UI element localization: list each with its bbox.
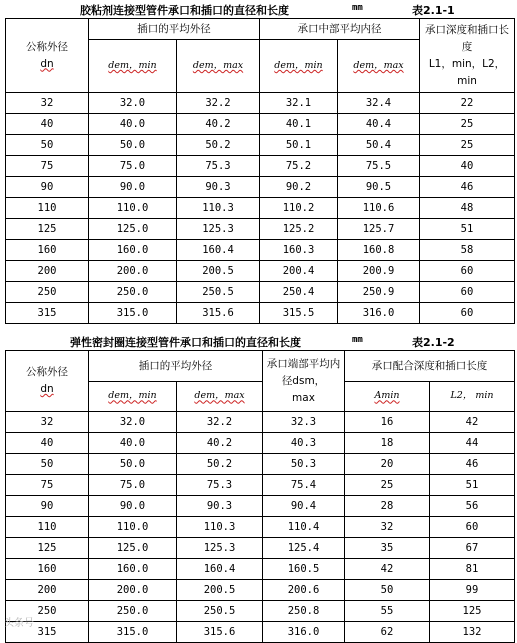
table-row bbox=[6, 303, 515, 324]
table2-sub-amin: Amin bbox=[345, 381, 430, 412]
table-cell: 40.0 bbox=[89, 114, 177, 135]
table-cell: 125.3 bbox=[177, 219, 260, 240]
table-cell: 160 bbox=[6, 240, 89, 261]
table2-header-nominal: 公称外径 dn bbox=[6, 351, 89, 412]
table-cell: 315.6 bbox=[177, 622, 263, 643]
table-cell: 60 bbox=[420, 261, 515, 282]
table-cell: 67 bbox=[430, 538, 515, 559]
table-row bbox=[6, 517, 515, 538]
table-cell: 160 bbox=[6, 559, 89, 580]
table-cell: 81 bbox=[430, 559, 515, 580]
table1-header-nominal: 公称外径 dn bbox=[6, 19, 89, 93]
table-cell: 160.8 bbox=[338, 240, 420, 261]
table-cell: 32 bbox=[6, 93, 89, 114]
table2-header-socket-end: 承口端部平均内径dsm， max bbox=[263, 351, 345, 412]
table-cell: 315.6 bbox=[177, 303, 260, 324]
table-cell: 125 bbox=[6, 219, 89, 240]
table-cell: 50.2 bbox=[177, 454, 263, 475]
table2-sub-spigot-max: dem，max bbox=[177, 381, 263, 412]
table-cell: 315 bbox=[6, 622, 89, 643]
watermark: 头条号 bbox=[4, 618, 34, 629]
table-cell: 50 bbox=[6, 135, 89, 156]
table-cell: 200.5 bbox=[177, 580, 263, 601]
table-cell: 50.2 bbox=[177, 135, 260, 156]
table-row bbox=[6, 219, 515, 240]
table-cell: 125.3 bbox=[177, 538, 263, 559]
table-cell: 51 bbox=[420, 219, 515, 240]
table-cell: 75.4 bbox=[263, 475, 345, 496]
table-cell: 60 bbox=[420, 303, 515, 324]
table-row bbox=[6, 135, 515, 156]
table-cell: 160.5 bbox=[263, 559, 345, 580]
table-cell: 160.4 bbox=[177, 240, 260, 261]
table-cell: 75.2 bbox=[260, 156, 338, 177]
table-cell: 75 bbox=[6, 156, 89, 177]
table2-sub-l2: L2， min bbox=[430, 381, 515, 412]
table2-header-fit: 承口配合深度和插口长度 bbox=[345, 351, 515, 382]
table-cell: 110 bbox=[6, 517, 89, 538]
table-cell: 50 bbox=[6, 454, 89, 475]
table-cell: 110.4 bbox=[263, 517, 345, 538]
table-cell: 40.0 bbox=[89, 433, 177, 454]
table-cell: 60 bbox=[420, 282, 515, 303]
table-cell: 110.2 bbox=[260, 198, 338, 219]
table-cell: 200.5 bbox=[177, 261, 260, 282]
table-cell: 32.0 bbox=[89, 93, 177, 114]
table-cell: 32.2 bbox=[177, 412, 263, 433]
table2 bbox=[5, 350, 515, 643]
table-cell: 28 bbox=[345, 496, 430, 517]
table1-header-socket-mid: 承口中部平均内径 bbox=[260, 19, 420, 40]
table-cell: 250.4 bbox=[260, 282, 338, 303]
table-cell: 90.0 bbox=[89, 177, 177, 198]
table-cell: 62 bbox=[345, 622, 430, 643]
table1-sub-socket-max: dem，max bbox=[338, 40, 420, 93]
table1-title-line bbox=[0, 2, 517, 18]
table-cell: 46 bbox=[420, 177, 515, 198]
table-row bbox=[6, 580, 515, 601]
table-cell: 48 bbox=[420, 198, 515, 219]
table-cell: 50.0 bbox=[89, 454, 177, 475]
table-cell: 25 bbox=[420, 114, 515, 135]
table-cell: 42 bbox=[430, 412, 515, 433]
table-cell: 250.9 bbox=[338, 282, 420, 303]
table-cell: 160.3 bbox=[260, 240, 338, 261]
table-cell: 90 bbox=[6, 496, 89, 517]
table-cell: 125 bbox=[6, 538, 89, 559]
table-cell: 200.9 bbox=[338, 261, 420, 282]
table-cell: 250.0 bbox=[89, 282, 177, 303]
table-cell: 32 bbox=[6, 412, 89, 433]
table-cell: 75 bbox=[6, 475, 89, 496]
table1-sub-spigot-max: dem，max bbox=[177, 40, 260, 93]
table-cell: 32.2 bbox=[177, 93, 260, 114]
table-cell: 46 bbox=[430, 454, 515, 475]
table1-number: 表2.1-1 bbox=[412, 4, 455, 17]
table-cell: 40.3 bbox=[263, 433, 345, 454]
table-cell: 315 bbox=[6, 303, 89, 324]
table-cell: 25 bbox=[345, 475, 430, 496]
table-row bbox=[6, 114, 515, 135]
table-row bbox=[6, 433, 515, 454]
table-row bbox=[6, 156, 515, 177]
table-cell: 125.2 bbox=[260, 219, 338, 240]
table-cell: 110 bbox=[6, 198, 89, 219]
table-cell: 250.5 bbox=[177, 601, 263, 622]
table-cell: 250 bbox=[6, 282, 89, 303]
table2-number: 表2.1-2 bbox=[412, 336, 455, 349]
table-cell: 42 bbox=[345, 559, 430, 580]
table-cell: 160.0 bbox=[89, 559, 177, 580]
table-row bbox=[6, 601, 515, 622]
table-cell: 200.6 bbox=[263, 580, 345, 601]
table-cell: 58 bbox=[420, 240, 515, 261]
table-cell: 200.0 bbox=[89, 580, 177, 601]
table-cell: 160.4 bbox=[177, 559, 263, 580]
table-cell: 40 bbox=[6, 114, 89, 135]
table-cell: 75.0 bbox=[89, 156, 177, 177]
table-cell: 125.0 bbox=[89, 538, 177, 559]
table2-unit: mm bbox=[352, 335, 363, 345]
table-row bbox=[6, 538, 515, 559]
table-cell: 132 bbox=[430, 622, 515, 643]
table2-title: 弹性密封圈连接型管件承口和插口的直径和长度 bbox=[70, 336, 301, 349]
table-cell: 99 bbox=[430, 580, 515, 601]
table-cell: 90.4 bbox=[263, 496, 345, 517]
table-cell: 22 bbox=[420, 93, 515, 114]
table-cell: 75.3 bbox=[177, 156, 260, 177]
table1-header-spigot: 插口的平均外径 bbox=[89, 19, 260, 40]
table-cell: 90 bbox=[6, 177, 89, 198]
table-cell: 200.4 bbox=[260, 261, 338, 282]
table-cell: 90.3 bbox=[177, 177, 260, 198]
table-cell: 200 bbox=[6, 580, 89, 601]
table-cell: 32.4 bbox=[338, 93, 420, 114]
table-cell: 75.5 bbox=[338, 156, 420, 177]
table-cell: 40 bbox=[420, 156, 515, 177]
table-row bbox=[6, 622, 515, 643]
table-cell: 200.0 bbox=[89, 261, 177, 282]
table-cell: 56 bbox=[430, 496, 515, 517]
table-row bbox=[6, 198, 515, 219]
table-cell: 316.0 bbox=[263, 622, 345, 643]
table-cell: 315.0 bbox=[89, 622, 177, 643]
table-cell: 110.3 bbox=[177, 198, 260, 219]
table-cell: 32.3 bbox=[263, 412, 345, 433]
table-cell: 110.6 bbox=[338, 198, 420, 219]
table-cell: 18 bbox=[345, 433, 430, 454]
table-cell: 44 bbox=[430, 433, 515, 454]
table2-title-line bbox=[0, 334, 517, 350]
table1 bbox=[5, 18, 515, 324]
table-cell: 315.5 bbox=[260, 303, 338, 324]
table-cell: 60 bbox=[430, 517, 515, 538]
table-cell: 315.0 bbox=[89, 303, 177, 324]
table-row bbox=[6, 177, 515, 198]
table-cell: 16 bbox=[345, 412, 430, 433]
table-cell: 55 bbox=[345, 601, 430, 622]
table-cell: 90.0 bbox=[89, 496, 177, 517]
table-cell: 110.0 bbox=[89, 198, 177, 219]
table1-title: 胶粘剂连接型管件承口和插口的直径和长度 bbox=[80, 4, 289, 17]
table-cell: 32.1 bbox=[260, 93, 338, 114]
table-row bbox=[6, 282, 515, 303]
table-cell: 40.2 bbox=[177, 114, 260, 135]
table-cell: 25 bbox=[420, 135, 515, 156]
table-cell: 125.4 bbox=[263, 538, 345, 559]
table-cell: 50 bbox=[345, 580, 430, 601]
table-row bbox=[6, 454, 515, 475]
table-cell: 90.3 bbox=[177, 496, 263, 517]
table-cell: 200 bbox=[6, 261, 89, 282]
table-cell: 125.0 bbox=[89, 219, 177, 240]
table1-sub-socket-min: dem，min bbox=[260, 40, 338, 93]
table-cell: 32 bbox=[345, 517, 430, 538]
table-cell: 50.4 bbox=[338, 135, 420, 156]
table-cell: 51 bbox=[430, 475, 515, 496]
table-cell: 90.2 bbox=[260, 177, 338, 198]
table2-sub-spigot-min: dem，min bbox=[89, 381, 177, 412]
table-cell: 50.0 bbox=[89, 135, 177, 156]
table-cell: 40 bbox=[6, 433, 89, 454]
table-cell: 160.0 bbox=[89, 240, 177, 261]
table-cell: 75.0 bbox=[89, 475, 177, 496]
table-cell: 40.2 bbox=[177, 433, 263, 454]
table-cell: 250.8 bbox=[263, 601, 345, 622]
table-cell: 110.3 bbox=[177, 517, 263, 538]
table-cell: 250.5 bbox=[177, 282, 260, 303]
table-cell: 110.0 bbox=[89, 517, 177, 538]
table1-unit: mm bbox=[352, 3, 363, 13]
table-cell: 250 bbox=[6, 601, 89, 622]
table1-header-depth: 承口深度和插口长度 L1，min，L2，min bbox=[420, 19, 515, 93]
table-cell: 125 bbox=[430, 601, 515, 622]
table-row bbox=[6, 496, 515, 517]
table2-header-spigot: 插口的平均外径 bbox=[89, 351, 263, 382]
table1-sub-spigot-min: dem，min bbox=[89, 40, 177, 93]
table-row bbox=[6, 93, 515, 114]
table-row bbox=[6, 475, 515, 496]
table-row bbox=[6, 240, 515, 261]
table-cell: 40.1 bbox=[260, 114, 338, 135]
table-cell: 90.5 bbox=[338, 177, 420, 198]
table-cell: 250.0 bbox=[89, 601, 177, 622]
table-cell: 40.4 bbox=[338, 114, 420, 135]
table-cell: 316.0 bbox=[338, 303, 420, 324]
table-cell: 35 bbox=[345, 538, 430, 559]
table-row bbox=[6, 412, 515, 433]
table-cell: 75.3 bbox=[177, 475, 263, 496]
table-row bbox=[6, 559, 515, 580]
table-cell: 32.0 bbox=[89, 412, 177, 433]
table-cell: 125.7 bbox=[338, 219, 420, 240]
table-cell: 50.3 bbox=[263, 454, 345, 475]
table-row bbox=[6, 261, 515, 282]
table-cell: 20 bbox=[345, 454, 430, 475]
table-cell: 50.1 bbox=[260, 135, 338, 156]
